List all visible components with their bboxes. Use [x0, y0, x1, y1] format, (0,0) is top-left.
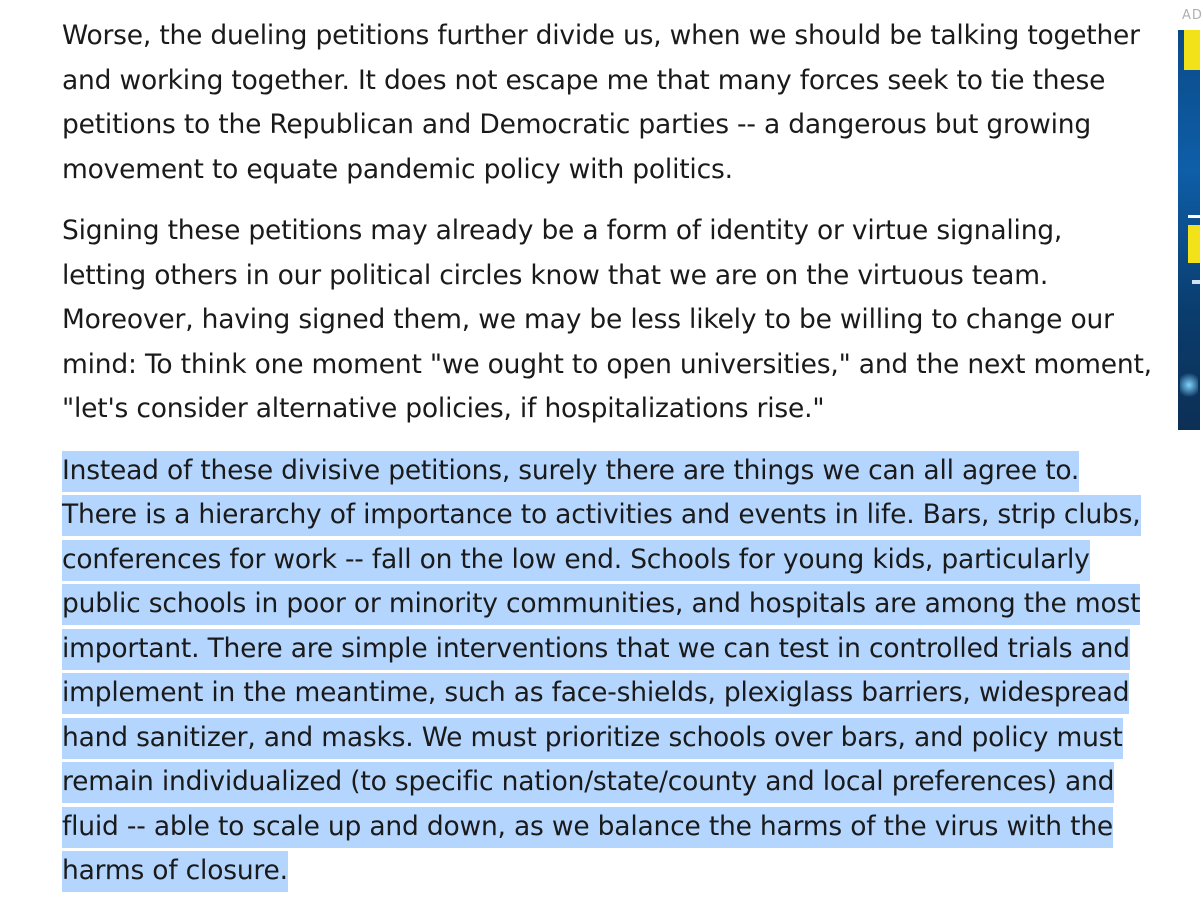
article-paragraph-3-selected[interactable]	[62, 449, 1152, 894]
article-paragraph-2	[62, 209, 1152, 432]
ad-label: AD	[1182, 8, 1203, 23]
ad-graphic-glow	[1180, 370, 1198, 400]
advertisement-banner[interactable]	[1178, 30, 1200, 430]
advertisement-rail	[1170, 0, 1203, 923]
paragraph-text: Signing these petitions may already be a form of identity or virtue signaling, letting others in our political circles know that we are on the virtuous team. Moreover, having signed them, we may be less likely to be willing to change our mind: To think one moment "we ought to open universities," and the next moment, "let's consider alternative policies, if hospitalizations rise."	[62, 215, 1152, 424]
ad-graphic-line	[1188, 215, 1200, 218]
ad-graphic-block	[1188, 225, 1200, 263]
paragraph-text: Worse, the dueling petitions further divide us, when we should be talking together and working together. It does not escape me that many forces seek to tie these petitions to the Republican and Democratic parties -- a dangerous but growing movement to equate pandemic policy with politics.	[62, 20, 1140, 185]
article-paragraph-1	[62, 14, 1152, 192]
article-body	[62, 14, 1152, 911]
ad-graphic-block	[1184, 30, 1200, 70]
ad-graphic-line	[1192, 280, 1200, 284]
selected-text-highlight[interactable]: Instead of these divisive petitions, surely there are things we can all agree to. There is a hierarchy of importance to activities and events in life. Bars, strip clubs, conferences for work -- fall on the low end. Schools for young kids, particularly public schools in poor or minority communities, and hospitals are among the most important. There are simple interventions that we can test in controlled trials and implement in the meantime, such as face-shields, plexiglass barriers, widespread hand sanitizer, and masks. We must prioritize schools over bars, and policy must remain individualized (to specific nation/state/county and local preferences) and fluid -- able to scale up and down, as we balance the harms of the virus with the harms of closure.	[62, 451, 1141, 893]
